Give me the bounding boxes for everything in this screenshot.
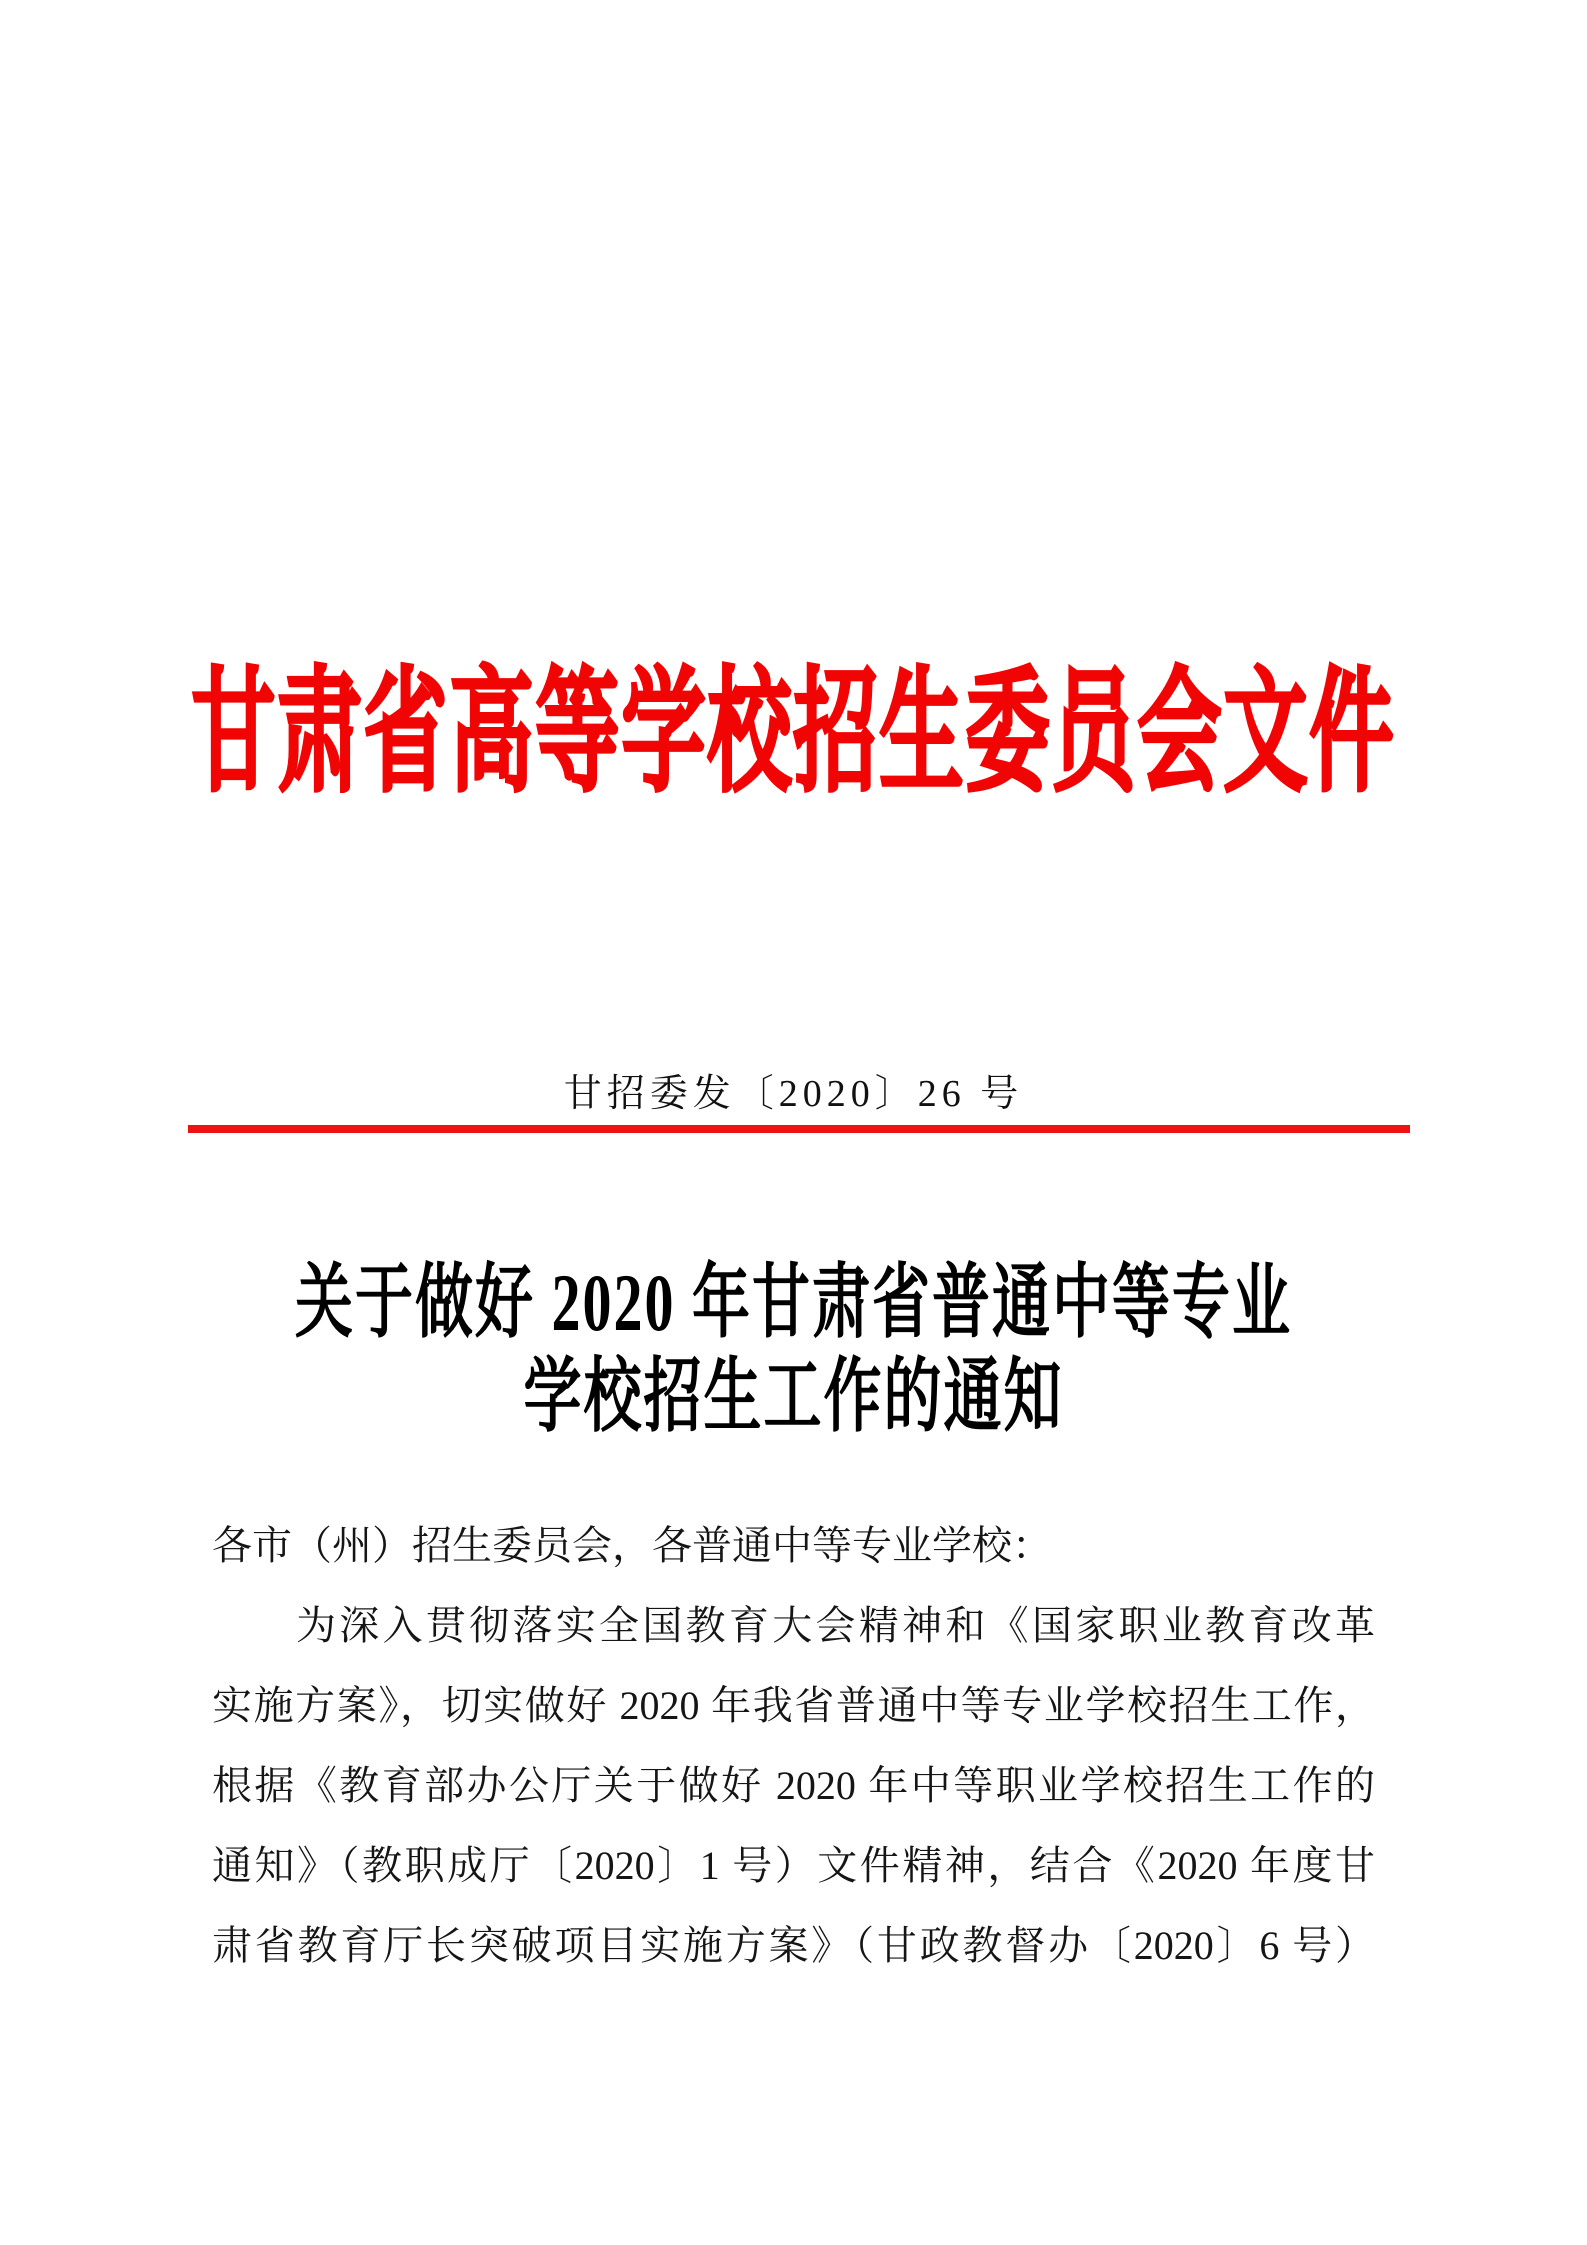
document-title-line2: 学校招生工作的通知 [523, 1351, 1064, 1443]
document-title-line1: 关于做好 2020 年甘肃省普通中等专业 [294, 1257, 1292, 1349]
doc-number: 甘招委发〔2020〕26 号 [563, 1073, 1024, 1115]
red-separator-line [188, 1125, 1410, 1133]
body-line: 根据《教育部办公厅关于做好 2020 年中等职业学校招生工作的 [212, 1763, 1375, 1808]
body-line: 实施方案》，切实做好 2020 年我省普通中等专业学校招生工作， [212, 1683, 1375, 1728]
body-line: 为深入贯彻落实全国教育大会精神和《国家职业教育改革 [296, 1603, 1375, 1648]
body-line: 通知》（教职成厅〔2020〕1 号）文件精神，结合《2020 年度甘 [212, 1843, 1375, 1888]
body-text [212, 1506, 1375, 1986]
body-line: 肃省教育厅长突破项目实施方案》（甘政教督办〔2020〕6 号） [212, 1923, 1375, 1968]
salutation-line: 各市（州）招生委员会，各普通中等专业学校： [212, 1523, 1052, 1568]
red-header-banner: 甘肃省高等学校招生委员会文件 [191, 660, 1396, 809]
document-title [0, 1256, 1587, 1444]
